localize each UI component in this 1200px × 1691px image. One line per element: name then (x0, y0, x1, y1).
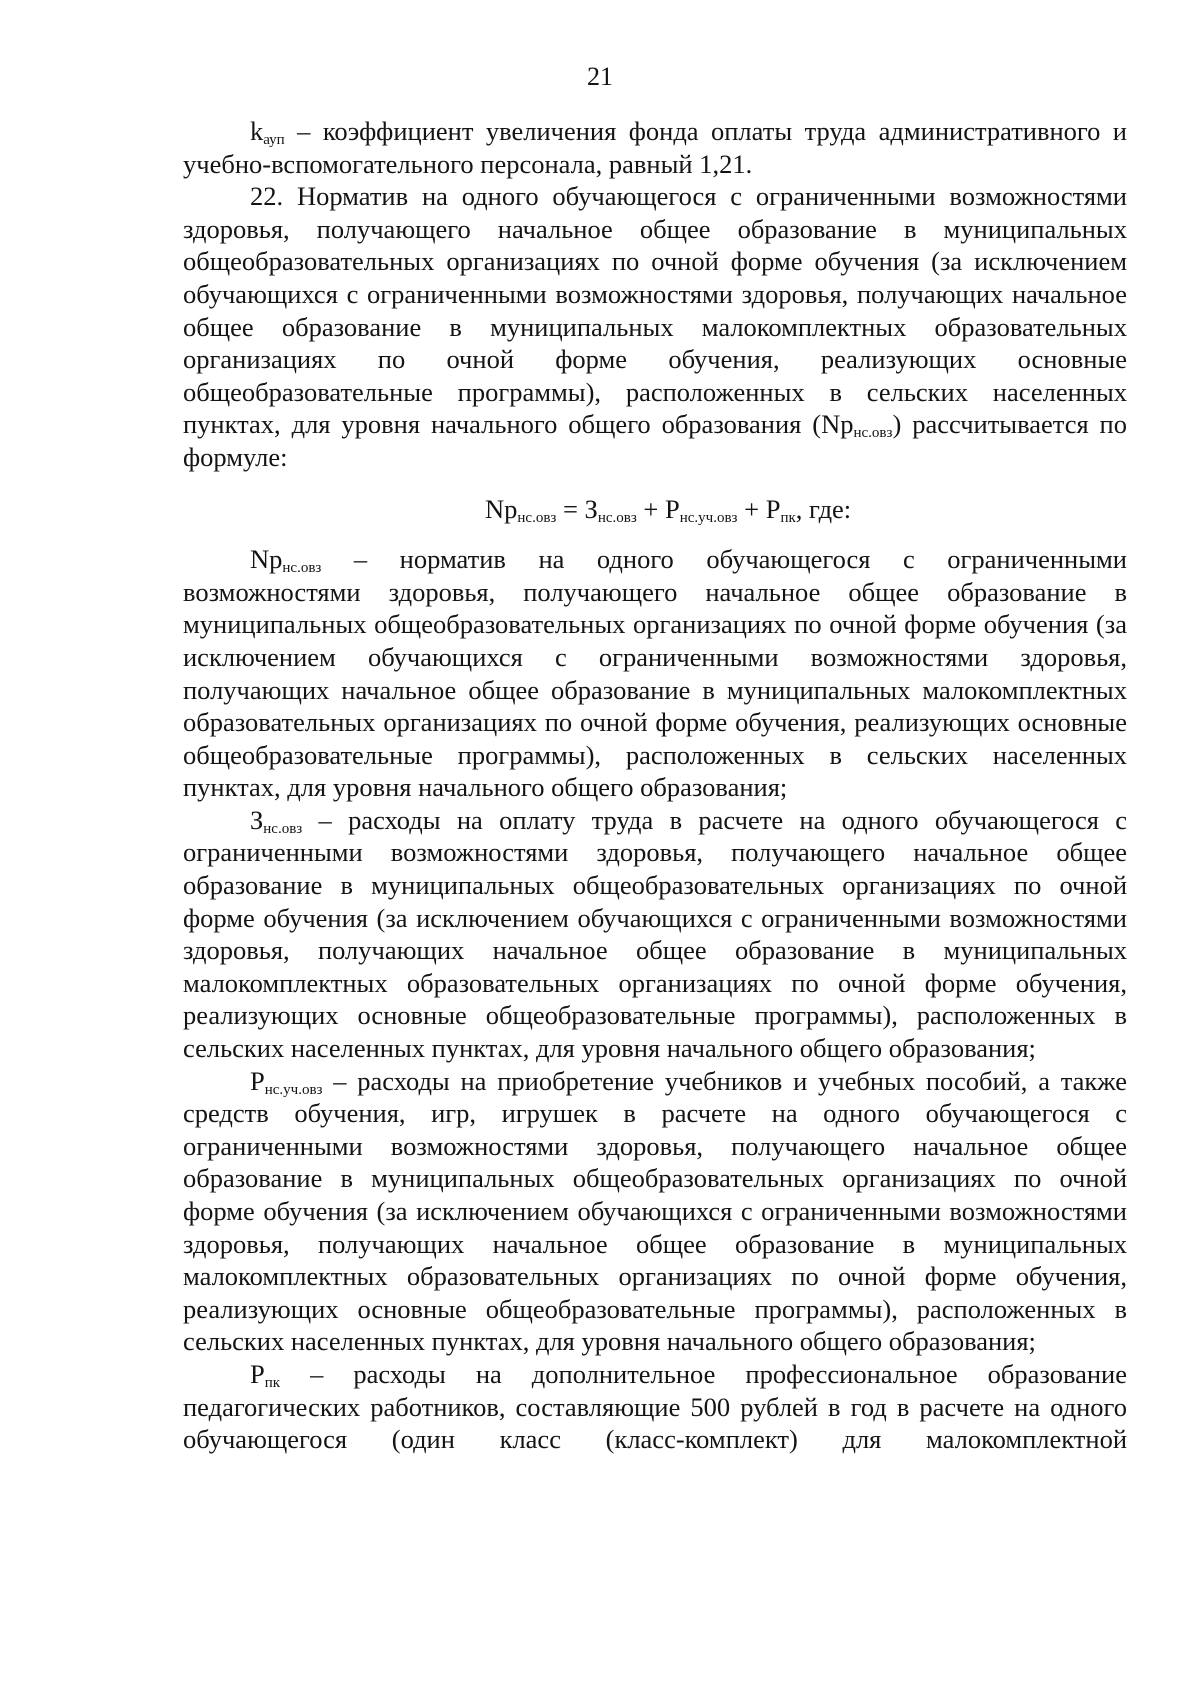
formula-np: Np (485, 493, 518, 524)
p-pk-definition (183, 1358, 1127, 1456)
p-uch-def-symbol: Р (250, 1065, 265, 1096)
formula (183, 493, 1127, 526)
item-22-text: 22. Норматив на одного обучающегося с ограниченными возможностями здоровья, получающего начальное общее образование в муниципальных общеобразовательных организациях по очной форме обучения (за исключением обучающихся с ограниченными возможностями здоровья, получающих начальное общее образование в муниципальных малокомплектных образовательных организациях по очной форме обучения, реализующих основные общеобразовательные программы), расположенных в сельских населенных пунктах, для уровня начального общего образования ( (183, 181, 1127, 440)
formula-plus-1: + (636, 493, 665, 524)
p-uch-def-text: – расходы на приобретение учебников и учебных пособий, а также средств обучения, игр, игрушек в расчете на одного обучающегося с ограниченными возможностями здоровья, получающего начальное общее образование в муниципальных общеобразовательных организациях по очной форме обучения (за исключением обучающихся с ограниченными возможностями здоровья, получающих начальное общее образование в муниципальных малокомплектных образовательных организациях по очной форме обучения, реализующих основные общеобразовательные программы), расположенных в сельских населенных пунктах, для уровня начального общего образования; (183, 1065, 1127, 1357)
formula-equals: = (556, 493, 585, 524)
item-22-tail: ) рассчитывается по формуле: (183, 409, 1127, 472)
formula-p-pk-sub: пк (780, 509, 796, 526)
np-def-subscript: нс.овз (282, 560, 322, 577)
p-pk-def-text: – расходы на дополнительное профессиональное образование педагогических работников, составляющие 500 рублей в год в расчете на одного обучающегося (один класс (класс-комплект) для малокомплектной (183, 1358, 1127, 1455)
formula-tail: , где: (795, 493, 852, 524)
formula-z-sub: нс.овз (597, 509, 637, 526)
document-body (183, 115, 1127, 1456)
k-symbol: k (250, 116, 264, 146)
p-pk-def-symbol: Р (250, 1358, 265, 1389)
formula-plus-2: + (737, 493, 766, 524)
np-definition (183, 543, 1127, 804)
k-subscript: ауп (263, 132, 285, 148)
k-definition-text: – коэффициент увеличения фонда оплаты труда административного и учебно-вспомогательного персонала, равный 1,21. (183, 116, 1127, 179)
page-number: 21 (587, 62, 613, 91)
k-coefficient-definition (183, 115, 1127, 180)
formula-z: З (584, 493, 598, 524)
np-symbol: Np (821, 409, 854, 440)
p-pk-def-subscript: пк (264, 1374, 281, 1391)
z-def-symbol: З (250, 804, 264, 835)
z-definition (183, 804, 1127, 1065)
np-subscript: нс.овз (853, 425, 893, 442)
item-22-paragraph (183, 180, 1127, 473)
np-def-text: – норматив на одного обучающегося с ограниченными возможностями здоровья, получающего начальное общее образование в муниципальных общеобразовательных организациях по очной форме обучения (за исключением обучающихся с ограниченными возможностями здоровья, получающих начальное общее образование в муниципальных малокомплектных образовательных организациях по очной форме обучения, реализующих основные общеобразовательные программы), расположенных в сельских населенных пунктах, для уровня начального общего образования; (183, 544, 1127, 803)
formula-p-uch: Р (664, 493, 680, 524)
p-uch-def-subscript: нс.уч.овз (264, 1081, 323, 1098)
p-uch-definition (183, 1065, 1127, 1358)
formula-p-uch-sub: нс.уч.овз (679, 509, 738, 526)
np-def-symbol: Np (250, 544, 283, 575)
z-def-subscript: нс.овз (263, 820, 303, 837)
formula-np-sub: нс.овз (517, 509, 557, 526)
formula-p-pk: Р (765, 493, 781, 524)
z-def-text: – расходы на оплату труда в расчете на одного обучающегося с ограниченными возможностями здоровья, получающего начальное общее образование в муниципальных общеобразовательных организациях по очной форме обучения (за исключением обучающихся с ограниченными возможностями здоровья, получающих начальное общее образование в муниципальных малокомплектных образовательных организациях по очной форме обучения, реализующих основные общеобразовательные программы), расположенных в сельских населенных пунктах, для уровня начального общего образования; (183, 804, 1127, 1064)
